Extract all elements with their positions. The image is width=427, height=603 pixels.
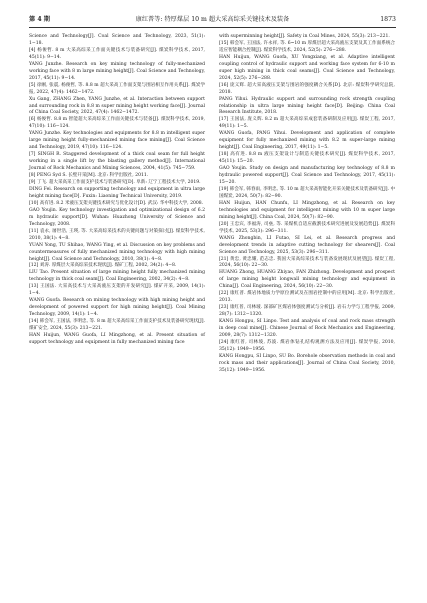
reference-entry: [10] 高有进. 8.2 米液压支架关键技术研究与优化设计[D]. 武汉: 华中科技大学, 2008. [29, 200, 204, 206]
reference-entry: HAN Huijun, WANG Guofa, LI Mingzhong, et al. Present situation of support technology and equipment in fully mechanized mining face [29, 332, 205, 345]
reference-entry: YUAN Yong, TU Shihao, WANG Ying, et al. Discussion on key problems and countermeasures of fully mechanized mining technology with high mining height[J]. Coal Science and Technology, 2010, 38(1): 4−8. [29, 242, 205, 262]
reference-entry: DING Fei. Research on supporting technology and equipment in ultra large height mining face[D]. Fuxin: Liaoning Technical University, 2019. [29, 186, 205, 199]
reference-entry: [11] 袁永, 屠世浩, 王瑛, 等. 大采高综采技术的关键问题与对策探讨[J]. 煤炭科学技术, 2010, 38(1): 4−8. [29, 228, 205, 241]
reference-entry: [19] 韩会军, 韩春雨, 李明忠, 等. 10 m 超大采高智能化开采关键技术及装备研究[J]. 中国煤炭, 2024, 50(7): 82−90. [219, 186, 395, 199]
reference-entry: [8] PENG Syd S. 长壁开采[M]. 北京: 科学出版社, 2011. [29, 173, 149, 179]
running-header [29, 13, 396, 28]
page-number: 1873 [380, 16, 396, 23]
reference-entry: [13] 王国法. 大采高技术与大采高液压支架的开发研究[J]. 煤矿开采, 2009, 14(1): 1−4. [29, 284, 205, 297]
reference-entry: Science and Technology[J]. Coal Science and Technology, 2023, 51(1): 1−18. [29, 34, 205, 46]
reference-entry: [20] 王忠宾, 李福涛, 司垒, 等. 采煤机自适应截割技术研究进展及发展趋势[J]. 煤炭科学技术, 2025, 53(3): 296−311. [219, 221, 395, 234]
reference-entry: [18] 高有进. 8.8 m 液压支架设计与制造关键技术研究[J]. 煤炭科学技术, 2017, 45(11): 15−20. [219, 152, 395, 165]
reference-entry: Xu Gang, ZHANG Zhen, YANG Junzhe, et al. Interaction between support and surrounding rock in 8.8 m super mining height working face[J]. Journal of China Coal Society, 2022, 47(4): 1462−1472. [29, 96, 205, 116]
reference-entry: [17] 王国法, 庞义辉. 8.2 m 超大采高综采成套装备研制及应用[J]. 煤炭工程, 2017, 49(11): 1−5. [219, 117, 395, 130]
reference-entry: [21] 黄忠, 黄忠耀, 范志忠. 我国大采高综采技术与装备发展现状及展望[J]. 煤炭工程, 2024, 56(10): 22−30. [219, 256, 395, 269]
reference-entry: HUANG Zhong, HUANG Zhiyao, FAN Zhizhong. Development and prospect of large mining height longwall mining technology and equipment in China[J]. Coal Engineering, 2024, 56(10): 22−30. [219, 270, 395, 290]
reference-entry: [22] 康红普. 煤岩体地质力学原位测试及在围岩控制中的应用[M]. 北京: 科学出版社, 2013. [219, 291, 395, 304]
reference-entry: HAN Huijun, HAN Chunfu, LI Mingzhong, et al. Research on key technologies and equipment for intelligent mining with 10 m super large mining height[J]. China Coal, 2024, 50(7): 82−90. [219, 200, 395, 220]
reference-entry: PANG Yihui. Hydraulic support and surrounding rock strength coupling relationship in ultra large mining height face[D]. Beijing: China Coal Research Institute, 2018. [219, 96, 395, 116]
reference-entry: WANG Guofa. Research on mining technology with high mining height and development of powered support for high mining height[J]. Coal Mining Technology, 2009, 14(1): 1−4. [29, 298, 205, 318]
reference-entry: KANG Hongpu, SI Linpo. Test and analysis of coal and rock mass strength in deep coal mine[J]. Chinese Journal of Rock Mechanics and Engineering, 2009, 28(7): 1312−1320. [219, 319, 395, 338]
reference-entry: [6] 杨俊哲. 8.8 m 智能超大采高综采工作面关键技术与装备[J]. 煤炭科学技术, 2019, 47(10): 116−124. [29, 117, 205, 130]
reference-entry: KANG Hongpu, SI Linpo, SU Bo. Borehole observation methods in coal and rock mass and their applications[J]. Journal of China Coal Society, 2010, 35(12): 1949−1956. [219, 353, 395, 373]
reference-entry: WANG Zhongbin, LI Futao, SI Lei, et al. Research progress and development trends in adaptive cutting technology for shearers[J]. Coal Science and Technology, 2025, 53(3): 296−311. [219, 235, 395, 255]
reference-entry: [4] 杨俊哲. 8 m 大采高综采工作面关键技术与装备研究[J]. 煤炭科学技术, 2017, 45(11): 9−14. [29, 47, 205, 60]
reference-entry: [12] 刘涛. 厚煤层大采高综采技术现状[J]. 煤矿工程, 2002, 34(2): 4−8. [29, 263, 177, 269]
reference-entry: [24] 康红普, 司林坡, 苏波. 煤岩体钻孔结构观测方法及应用[J]. 煤炭学报, 2010, 35(12): 1949−1956. [219, 339, 395, 352]
reference-entry: [9] 丁飞. 超大采高采工作面支护技术与装备研究[D]. 阜新: 辽宁工程技术大学, 2019. [29, 180, 201, 186]
reference-entry: [16] 庞义辉. 超大采高液压支架与围岩的强度耦合关系[D]. 北京: 煤炭科学研究总院, 2018. [219, 82, 395, 95]
reference-entry: GAO Youjin. Study on design and manufacturing key technology of 8.8 m hydraulic powered support[J]. Coal Science and Technology, 2017, 45(11): 15−20. [219, 166, 395, 186]
reference-entry: [5] 徐刚, 张震, 杨俊哲, 等. 8.8 m 超大采高工作面支架与围岩相互作用关系[J]. 煤炭学报, 2022, 47(4): 1462−1472. [29, 82, 205, 95]
running-title: 康红普等: 特厚煤层 10 m 超大采高综采关键技术及装备 [135, 16, 290, 23]
reference-entry: with superminning height[J]. Safety in Coal Mines, 2024, 55(3): 213−221. [219, 34, 390, 39]
reference-entry: GAO Youjin. Key technology investigation and optimizational design of 6.2 m hydraulic support[D]. Wuhan: Huazhong University of Science and Technology, 2008. [29, 207, 205, 227]
reference-entry: [15] 韩会军, 王国法, 许永祥, 等. 6~10 m 厚煤层超大采高液压支架及其工作面系统合适应智能耦合控制[J]. 煤炭科学技术, 2024, 52(5): 276−288. [219, 40, 395, 53]
reference-entry: WANG Guofa, PANG Yihui. Development and application of complete equipment for fully mechanized mining with 8.2 m super-large mining height[J]. Coal Engineering, 2017, 49(11): 1−5. [219, 131, 395, 151]
reference-entry: LIU Tao. Present situation of large mining height fully mechanized mining technology in thick coal seam[J]. Coal Engineering, 2002, 34(2): 4−8. [29, 270, 205, 283]
reference-entry: HAN Huijun, WANG Guofa, XU Yongxiang, et al. Adaptive intelligent coupling control of hydraulic support and working face system for 6-10 m super high mining in thick coal seams[J]. Coal Science and Technology, 2024, 52(5): 276−288. [219, 54, 395, 81]
reference-entry: YANG Junzhe. Key technologies and equipments for 8.8 m intelligent super large mining height fully-mechanized mining face mining[J]. Coal Science and Technology, 2019, 47(10): 116−124. [29, 131, 205, 151]
reference-column-right [219, 34, 395, 375]
reference-entry: YANG Junzhe. Research on key mining technology of fully-mechanized working face with 8 m large mining height[J]. Coal Science and Technology, 2017, 45(11): 9−14. [29, 61, 205, 81]
reference-entry: [7] SINGH R. Staggered development of a thick coal seam for full height working in a single lift by the blasting gallery method[J]. International Journal of Rock Mechanics and Mining Sciences, 2004, 41(5): 745−759. [29, 152, 205, 172]
reference-entry: [23] 康红普, 司林坡. 深部矿区煤岩体强度测试与分析[J]. 岩石力学与工程学报, 2009, 28(7): 1312−1320. [219, 305, 395, 318]
issue-label: 第 4 期 [29, 16, 50, 23]
reference-entry: [14] 韩会军, 王国法, 李明忠, 等. 8 m 超大采高综采工作面支护技术及装备研究现状[J]. 煤矿安全, 2024, 55(3): 213−221. [29, 319, 205, 332]
reference-column-left [29, 34, 205, 347]
